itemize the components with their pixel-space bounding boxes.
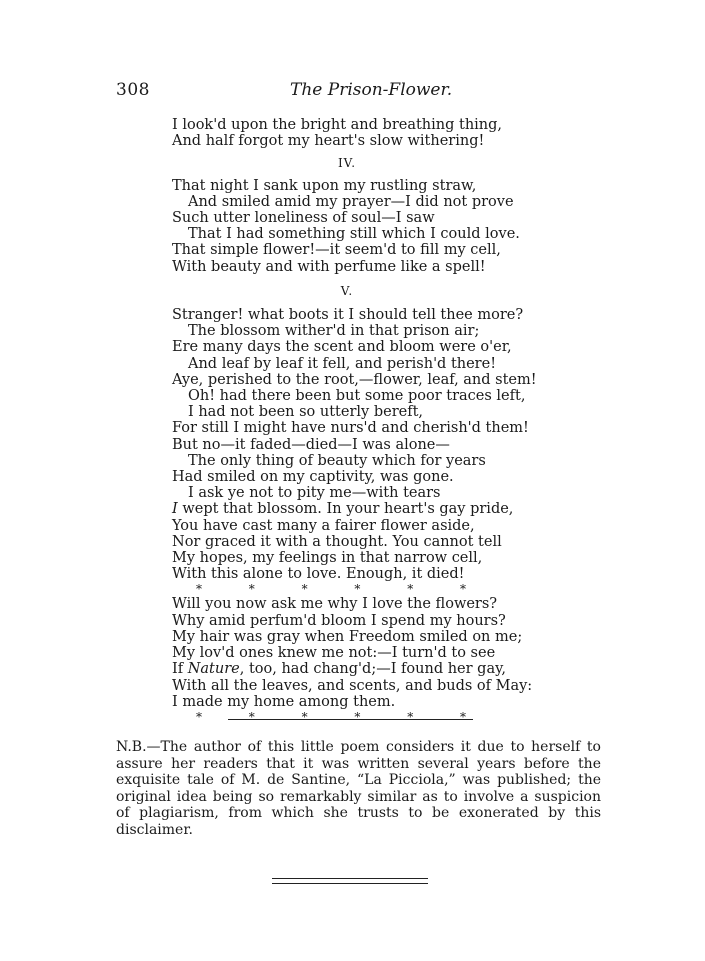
poem-line: And half forgot my heart's slow withering! <box>172 133 485 150</box>
poem-line: Such utter loneliness of soul—I saw <box>172 210 435 227</box>
poem-line: Aye, perished to the root,—flower, leaf, and stem! <box>172 371 537 388</box>
stanza-v-part-b <box>172 518 522 583</box>
stanza-iv <box>172 178 522 275</box>
poem-line: Why amid perfum'd bloom I spend my hours? <box>172 612 506 629</box>
asterisk: * <box>196 709 202 724</box>
asterisk: * <box>248 582 255 597</box>
poem-line: Nor graced it with a thought. You cannot tell <box>172 533 502 550</box>
poem-line: For still I might have nurs'd and cherish'd them! <box>172 420 529 437</box>
poem-line: Had smiled on my captivity, was gone. <box>172 469 454 486</box>
stanza-v-part-d <box>172 677 533 710</box>
poem-line: I made my home among them. <box>172 693 396 710</box>
wept-rest: wept that blossom. In your heart's gay pride, <box>177 501 514 518</box>
poem-line: The only thing of beauty which for years <box>188 452 486 469</box>
asterisk: * <box>248 709 255 724</box>
asterisk: * <box>301 582 308 597</box>
nature-prefix: If <box>172 661 188 678</box>
nature-italic: Nature <box>187 661 240 678</box>
stanza-v-part-a <box>172 307 537 502</box>
poem-line: My hair was gray when Freedom smiled on me; <box>172 628 523 645</box>
poem-line: The blossom wither'd in that prison air; <box>188 323 480 340</box>
asterisk: * <box>354 582 361 597</box>
asterisk: * <box>407 582 414 597</box>
asterism-row <box>172 582 466 596</box>
poem-line: And leaf by leaf it fell, and perish'd there! <box>188 355 497 372</box>
page-number: 308 <box>116 80 150 100</box>
stanza-number-v: V. <box>340 283 354 298</box>
poem-line: Stranger! what boots it I should tell thee more? <box>172 307 524 324</box>
poem-line-wept <box>172 501 522 517</box>
poem-line: My lov'd ones knew me not:—I turn'd to see <box>172 645 496 662</box>
poem-line: My hopes, my feelings in that narrow cell, <box>172 550 483 567</box>
poem-line: That night I sank upon my rustling straw, <box>172 177 477 194</box>
poem-line: I had not been so utterly bereft, <box>188 404 424 421</box>
asterisk: * <box>196 582 202 597</box>
poem-line: With this alone to love. Enough, it died! <box>172 566 465 583</box>
stanza-number-iv: IV. <box>337 156 357 171</box>
running-title: The Prison-Flower. <box>290 80 453 100</box>
wept-italic: I <box>172 501 178 518</box>
poem-line: That I had something still which I could love. <box>188 226 520 243</box>
poem-line: You have cast many a fairer flower aside, <box>172 517 475 534</box>
asterisk: * <box>459 582 466 597</box>
separator-rule <box>228 719 473 720</box>
poem-line: With beauty and with perfume like a spell! <box>172 258 486 275</box>
poem-line: With all the leaves, and scents, and buds of May: <box>172 677 533 694</box>
poem-line: I look'd upon the bright and breathing thing, <box>172 117 503 133</box>
poem-line: That simple flower!—it seem'd to fill my cell, <box>172 242 501 259</box>
end-double-rule <box>272 878 428 884</box>
asterisk: * <box>301 709 308 724</box>
asterisk: * <box>354 709 361 724</box>
author-note: N.B.—The author of this little poem considers it due to herself to assure her readers that it was written several years before the exquisite tale of M. de Santine, “La Picciola,” was published; the original idea being so remarkably similar as to involve a suspicion of plagiarism, from which she trusts to be exonerated by this disclaimer. <box>116 739 601 838</box>
stanza-v-part-c <box>172 596 522 661</box>
poem-line: Will you now ask me why I love the flowers? <box>172 596 498 613</box>
poem-line-nature <box>172 661 522 677</box>
asterism-row <box>172 710 466 724</box>
poem-line: Ere many days the scent and bloom were o'er, <box>172 339 512 356</box>
poem-line: I ask ye not to pity me—with tears <box>188 485 441 502</box>
poem-line: But no—it faded—died—I was alone— <box>172 436 450 453</box>
poem-line: And smiled amid my prayer—I did not prove <box>188 193 514 210</box>
asterisk: * <box>459 709 466 724</box>
nature-rest: , too, had chang'd;—I found her gay, <box>239 661 506 678</box>
asterisk: * <box>407 709 414 724</box>
poem-opening <box>172 117 522 149</box>
poem-line: Oh! had there been but some poor traces left, <box>188 388 526 405</box>
poem <box>172 117 537 724</box>
